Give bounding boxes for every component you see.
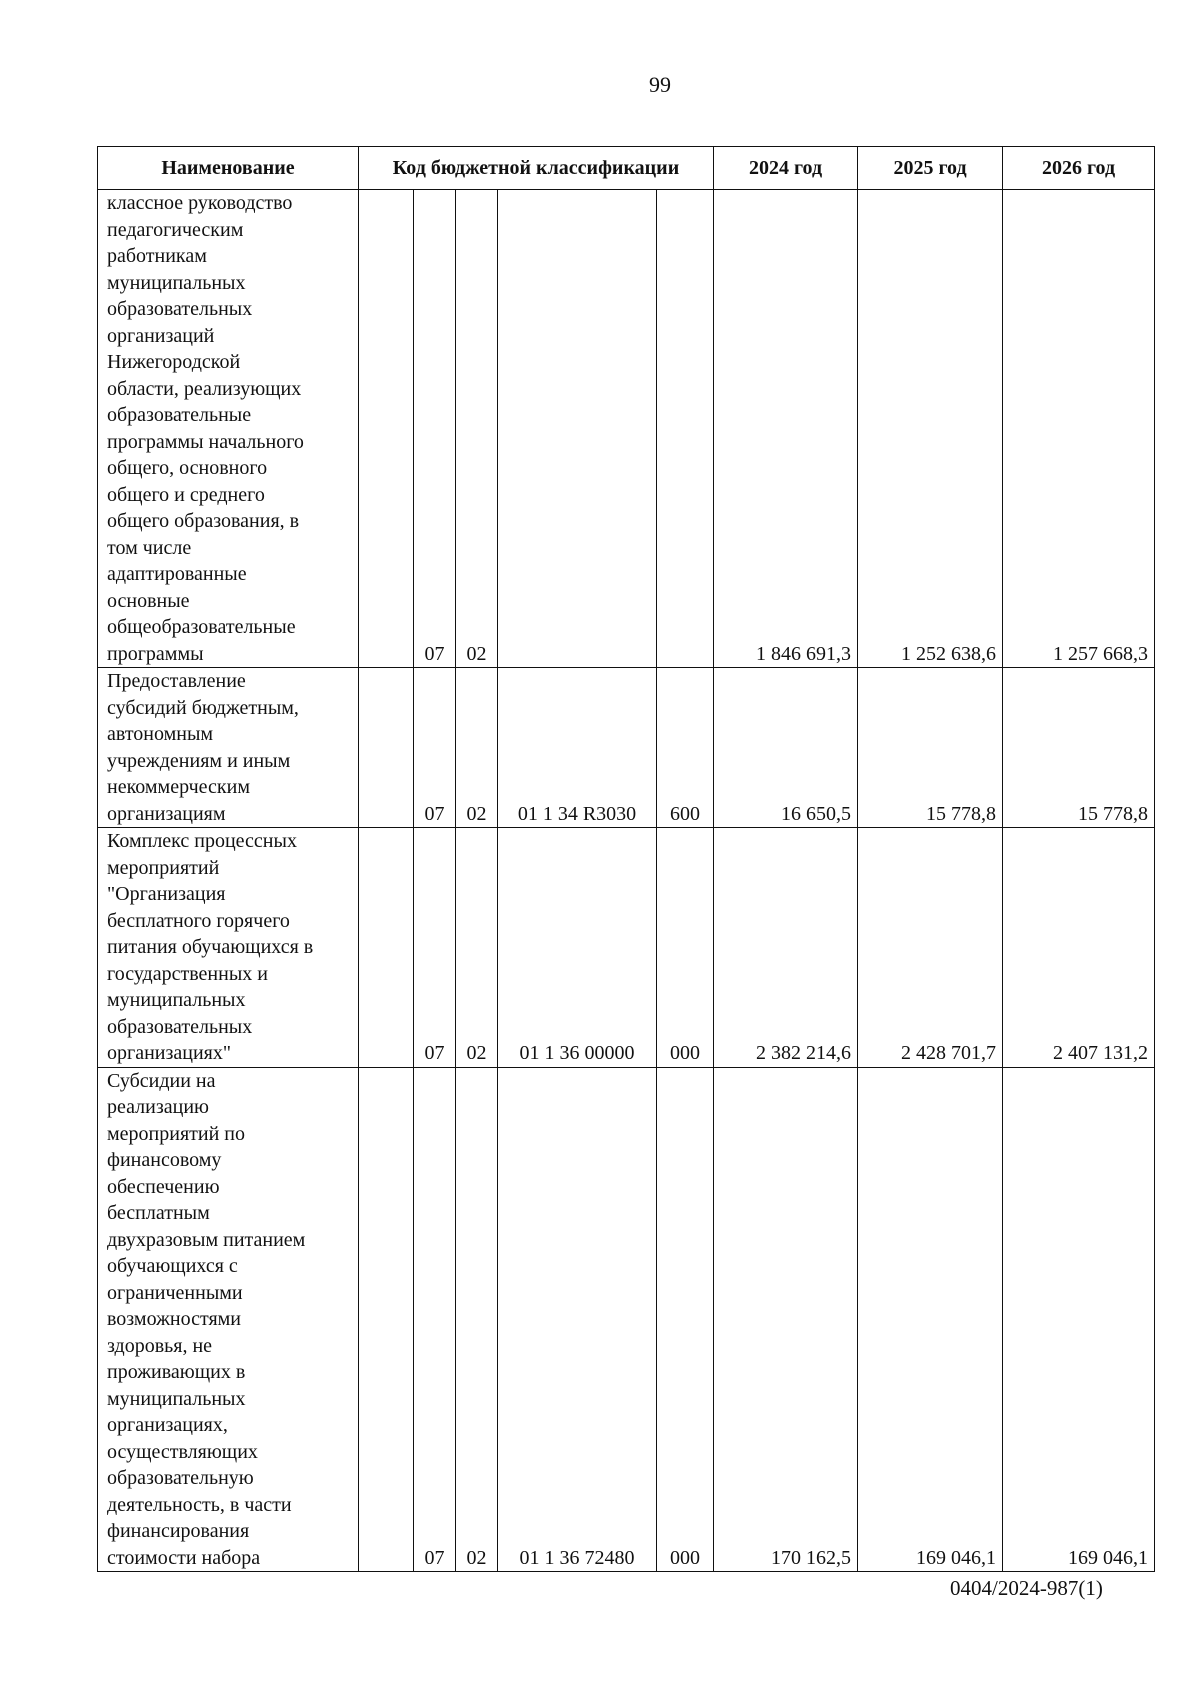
row-name-line: организациям <box>107 802 226 825</box>
value-2026: 169 046,1 <box>1003 1067 1155 1572</box>
code-subsection: 02 <box>456 668 498 828</box>
row-name-line: обеспечению <box>107 1175 220 1198</box>
row-name-line: муниципальных <box>107 989 246 1011</box>
document-code: 0404/2024-987(1) <box>950 1576 1103 1600</box>
row-name-line: Комплекс процессных <box>107 830 297 852</box>
row-name-line: общего, основного <box>107 457 268 479</box>
code-section: 07 <box>414 828 456 1068</box>
row-name-line: мероприятий <box>107 856 220 879</box>
value-2025: 15 778,8 <box>858 668 1003 828</box>
row-name-line: государственных и <box>107 962 268 985</box>
row-name-line: осуществляющих <box>107 1440 258 1463</box>
code-expense-type: 000 <box>657 1067 714 1572</box>
header-2024: 2024 год <box>714 147 858 190</box>
row-name-line: питания обучающихся в <box>107 936 314 958</box>
code-expense-type: 600 <box>657 668 714 828</box>
table-body <box>98 190 1155 1572</box>
row-name-line: образовательные <box>107 404 252 426</box>
row-name-cell <box>98 668 359 828</box>
row-name-line: автономным <box>107 723 214 745</box>
header-budget-code: Код бюджетной классификации <box>359 147 714 190</box>
table-row <box>98 190 1155 668</box>
row-name-line: Предоставление <box>107 670 246 692</box>
row-name-line: общего и среднего <box>107 483 265 506</box>
row-name-line: программы <box>107 642 204 665</box>
code-section: 07 <box>414 668 456 828</box>
header-2026: 2026 год <box>1003 147 1155 190</box>
row-name-line: финансовому <box>107 1149 222 1171</box>
row-name-line: некоммерческим <box>107 776 250 798</box>
code-section: 07 <box>414 1067 456 1572</box>
row-name-line: Субсидии на <box>107 1069 216 1092</box>
row-name-line: основные <box>107 589 190 612</box>
row-name-line: бесплатным <box>107 1202 210 1224</box>
code-target-article: 01 1 34 R3030 <box>498 668 657 828</box>
row-name-line: адаптированные <box>107 563 247 585</box>
value-2026: 2 407 131,2 <box>1003 828 1155 1068</box>
code-target-article: 01 1 36 72480 <box>498 1067 657 1572</box>
row-name-line: общего образования, в <box>107 510 300 532</box>
row-name-line: классное руководство <box>107 192 293 214</box>
row-name-cell <box>98 828 359 1068</box>
row-name-line: педагогическим <box>107 218 244 241</box>
code-subsection: 02 <box>456 828 498 1068</box>
row-name-line: организаций <box>107 324 215 347</box>
row-name-line: возможностями <box>107 1308 242 1330</box>
row-name-line: проживающих в <box>107 1361 246 1383</box>
code-subsection: 02 <box>456 190 498 668</box>
budget-table <box>97 146 1155 1572</box>
code-target-article <box>498 190 657 668</box>
row-name-line: учреждениям и иным <box>107 749 291 772</box>
row-name-line: мероприятий по <box>107 1122 245 1145</box>
header-2025: 2025 год <box>858 147 1003 190</box>
row-name-line: образовательную <box>107 1467 254 1489</box>
row-name-line: муниципальных <box>107 1387 246 1410</box>
value-2025: 2 428 701,7 <box>858 828 1003 1068</box>
row-name-line: обучающихся с <box>107 1255 238 1277</box>
table-row <box>98 828 1155 1068</box>
code-expense-type <box>657 190 714 668</box>
value-2024: 16 650,5 <box>714 668 858 828</box>
value-2025: 169 046,1 <box>858 1067 1003 1572</box>
value-2025: 1 252 638,6 <box>858 190 1003 668</box>
row-name-line: ограниченными <box>107 1281 243 1304</box>
row-name-line: муниципальных <box>107 271 246 294</box>
row-name-line: стоимости набора <box>107 1546 261 1569</box>
table-row <box>98 1067 1155 1572</box>
code-cell-blank <box>359 1067 414 1572</box>
code-subsection: 02 <box>456 1067 498 1572</box>
table-row <box>98 668 1155 828</box>
row-name-line: работникам <box>107 245 207 267</box>
code-cell-blank <box>359 828 414 1068</box>
row-name-line: реализацию <box>107 1096 209 1118</box>
row-name-line: образовательных <box>107 298 253 320</box>
value-2024: 170 162,5 <box>714 1067 858 1572</box>
value-2024: 2 382 214,6 <box>714 828 858 1068</box>
code-expense-type: 000 <box>657 828 714 1068</box>
row-name-line: двухразовым питанием <box>107 1228 306 1251</box>
page-number: 99 <box>649 72 671 97</box>
header-name: Наименование <box>98 147 359 190</box>
table-header-row <box>98 147 1155 190</box>
row-name-line: Нижегородской <box>107 351 241 373</box>
row-name-line: том числе <box>107 536 192 559</box>
row-name-line: бесплатного горячего <box>107 909 290 932</box>
row-name-line: организациях" <box>107 1042 232 1064</box>
row-name-line: "Организация <box>107 883 226 905</box>
row-name-line: программы начального <box>107 430 304 453</box>
row-name-cell <box>98 190 359 668</box>
row-name-line: области, реализующих <box>107 377 302 400</box>
code-section: 07 <box>414 190 456 668</box>
value-2024: 1 846 691,3 <box>714 190 858 668</box>
code-cell-blank <box>359 668 414 828</box>
value-2026: 1 257 668,3 <box>1003 190 1155 668</box>
row-name-line: организациях, <box>107 1414 228 1436</box>
row-name-cell <box>98 1067 359 1572</box>
row-name-line: общеобразовательные <box>107 616 296 638</box>
code-target-article: 01 1 36 00000 <box>498 828 657 1068</box>
row-name-line: финансирования <box>107 1520 250 1542</box>
row-name-line: образовательных <box>107 1015 253 1038</box>
row-name-line: субсидий бюджетным, <box>107 696 299 719</box>
code-cell-blank <box>359 190 414 668</box>
value-2026: 15 778,8 <box>1003 668 1155 828</box>
row-name-line: здоровья, не <box>107 1334 213 1357</box>
row-name-line: деятельность, в части <box>107 1493 292 1516</box>
